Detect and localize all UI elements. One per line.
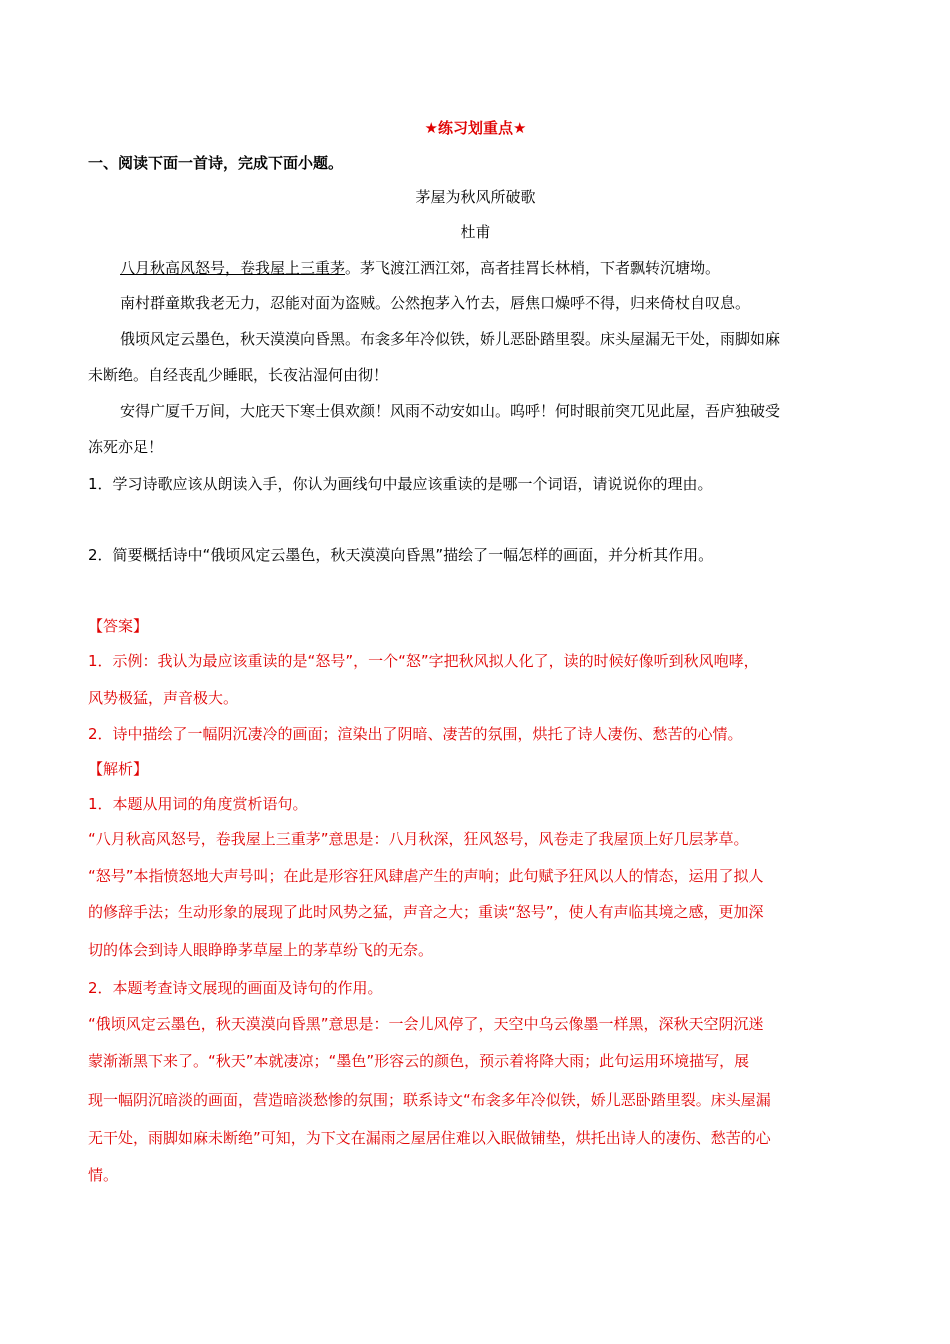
poem-paragraph-1-rest: 。茅飞渡江洒江郊，高者挂罥长林梢，下者飘转沉塘坳。 <box>345 259 721 277</box>
poem-paragraph-2: 南村群童欺我老无力，忍能对面为盗贼。公然抱茅入竹去，唇焦口燥呼不得，归来倚杖自叹息。 <box>120 294 751 312</box>
poem-title: 茅屋为秋风所破歌 <box>415 188 536 206</box>
analysis-line: 的修辞手法；生动形象的展现了此时风势之猛，声音之大；重读“怒号”，使人有声临其境之感，更加深 <box>88 903 764 921</box>
analysis-line: 蒙渐渐黑下来了。“秋天”本就凄凉；“墨色”形容云的颜色，预示着将降大雨；此句运用环境描写，展 <box>88 1052 750 1070</box>
poem-paragraph-1 <box>120 258 863 278</box>
analysis-line: 无干处，雨脚如麻未断绝”可知，为下文在漏雨之屋居住难以入眠做铺垫，烘托出诗人的凄伤、愁苦的心 <box>88 1129 771 1147</box>
question-2: 2．简要概括诗中“俄顷风定云墨色，秋天漠漠向昏黑”描绘了一幅怎样的画面，并分析其作用。 <box>88 546 714 564</box>
analysis-line: 现一幅阴沉暗淡的画面，营造暗淡愁惨的氛围；联系诗文“布衾多年冷似铁，娇儿恶卧踏里裂。床头屋漏 <box>88 1091 771 1109</box>
poem-author: 杜甫 <box>460 223 491 241</box>
poem-paragraph-3-line-2: 未断绝。自经丧乱少睡眠，长夜沾湿何由彻！ <box>88 366 389 384</box>
underlined-line: 八月秋高风怒号，卷我屋上三重茅 <box>120 259 346 277</box>
poem-paragraph-4-line-1: 安得广厦千万间，大庇天下寒士俱欢颜！风雨不动安如山。呜呼！何时眼前突兀见此屋，吾庐独破受 <box>120 402 781 420</box>
poem-paragraph-3-line-1: 俄顷风定云墨色，秋天漠漠向昏黑。布衾多年冷似铁，娇儿恶卧踏里裂。床头屋漏无干处，雨脚如麻 <box>120 330 781 348</box>
analysis-line: 情。 <box>88 1166 119 1184</box>
question-1: 1．学习诗歌应该从朗读入手，你认为画线句中最应该重读的是哪一个词语，请说说你的理由。 <box>88 475 713 493</box>
answer-label: 【答案】 <box>88 617 149 635</box>
analysis-label: 【解析】 <box>88 760 149 778</box>
analysis-line: “俄顷风定云墨色，秋天漠漠向昏黑”意思是：一会儿风停了，天空中乌云像墨一样黑，深秋天空阴沉迷 <box>88 1015 764 1033</box>
analysis-line: 2．本题考查诗文展现的画面及诗句的作用。 <box>88 979 383 997</box>
analysis-line: “八月秋高风怒号，卷我屋上三重茅”意思是：八月秋深，狂风怒号，风卷走了我屋顶上好几层茅草。 <box>88 830 749 848</box>
practice-title: ★练习划重点★ <box>424 119 527 137</box>
analysis-line: 1．本题从用词的角度赏析语句。 <box>88 795 308 813</box>
answer-1-line-1: 1．示例：我认为最应该重读的是“怒号”，一个“怒”字把秋风拟人化了，读的时候好像听到秋风咆哮， <box>88 652 759 670</box>
section-heading: 一、阅读下面一首诗，完成下面小题。 <box>88 154 344 172</box>
answer-2: 2．诗中描绘了一幅阴沉凄冷的画面；渲染出了阴暗、凄苦的氛围，烘托了诗人凄伤、愁苦的心情。 <box>88 725 743 743</box>
analysis-line: “怒号”本指愤怒地大声号叫；在此是形容狂风肆虐产生的声响；此句赋予狂风以人的情态，运用了拟人 <box>88 867 764 885</box>
poem-paragraph-4-line-2: 冻死亦足！ <box>88 438 164 456</box>
analysis-line: 切的体会到诗人眼睁睁茅草屋上的茅草纷飞的无奈。 <box>88 941 434 959</box>
answer-1-line-2: 风势极猛，声音极大。 <box>88 689 239 707</box>
